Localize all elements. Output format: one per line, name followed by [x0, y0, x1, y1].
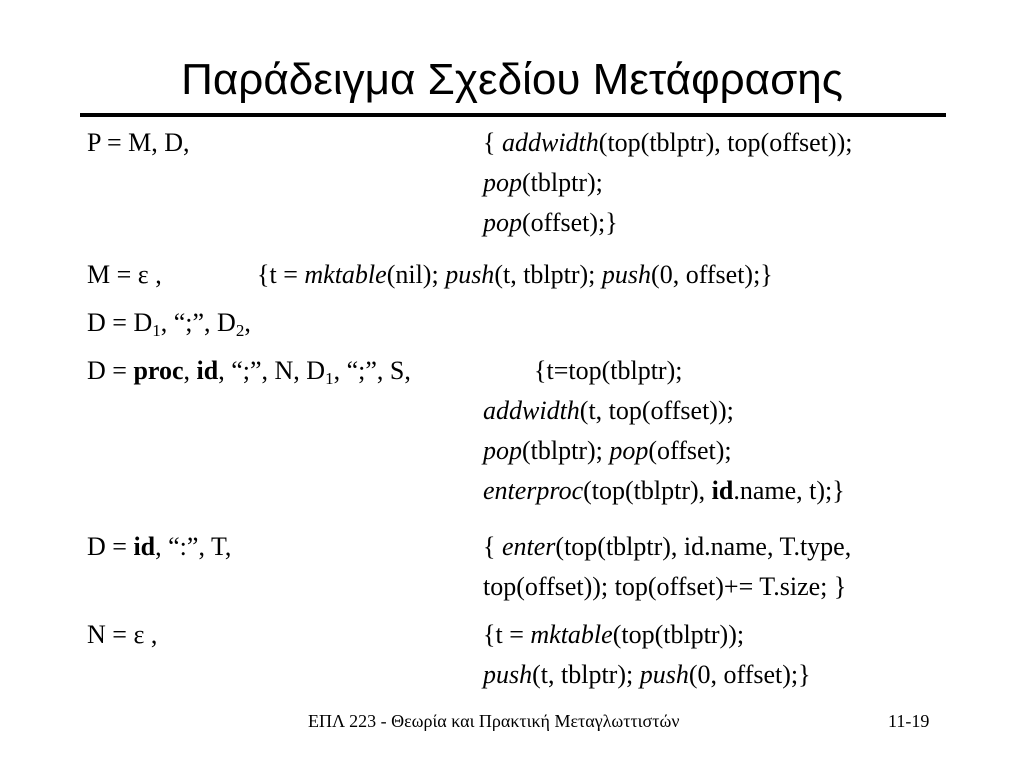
translation-rule-2 [87, 304, 987, 342]
action-function: pop [483, 436, 522, 465]
rule-inline-action: {t=top(tblptr); [534, 356, 683, 385]
rule-lhs [87, 352, 411, 390]
lhs-keyword: id [196, 356, 219, 385]
lhs-text: , “;”, S, [333, 356, 411, 385]
action-text: (tblptr); [522, 436, 610, 465]
action-line [483, 472, 845, 510]
rule-inline-action [257, 256, 773, 294]
action-text: (t, top(offset)); [579, 396, 734, 425]
action-text: { [483, 532, 502, 561]
title-underline [80, 113, 946, 117]
lhs-text: , “;”, D [160, 308, 236, 337]
footer-slide-number: 11-19 [888, 711, 930, 731]
action-keyword: id [711, 476, 734, 505]
action-function: addwidth [501, 128, 599, 157]
action-function: push [483, 660, 533, 689]
action-function: pop [483, 208, 522, 237]
action-text: (t, tblptr); [494, 260, 602, 289]
action-text: (top(tblptr), top(offset)); [598, 128, 853, 157]
action-text: .name, t);} [733, 476, 845, 505]
action-function: mktable [304, 260, 387, 289]
lhs-text: , [244, 308, 251, 337]
action-function: addwidth [483, 396, 580, 425]
action-function: enter [501, 532, 556, 561]
action-text: (0, offset);} [651, 260, 773, 289]
lhs-text: D = [87, 356, 134, 385]
action-line [483, 568, 846, 606]
action-text: (top(tblptr), [583, 476, 712, 505]
action-text: (nil); [386, 260, 446, 289]
translation-rule-0 [87, 124, 987, 237]
lhs-subscript: 1 [152, 321, 161, 340]
action-text: { [483, 128, 502, 157]
action-text: (offset);} [522, 208, 618, 237]
action-text: (0, offset);} [688, 660, 811, 689]
footer-course: ΕΠΛ 223 - Θεωρία και Πρακτική Μεταγλωττιστών [308, 711, 680, 731]
action-function: push [639, 660, 689, 689]
action-text: (top(tblptr)); [612, 620, 745, 649]
rule-lhs: P = M, D, [87, 128, 190, 157]
action-function: push [601, 260, 652, 289]
lhs-text: D = D [87, 308, 153, 337]
lhs-keyword: id [133, 532, 156, 561]
rule-lhs [87, 304, 251, 342]
lhs-text: , [183, 356, 197, 385]
action-text: (tblptr); [522, 168, 603, 197]
translation-rule-5 [87, 616, 987, 689]
translation-rule-4 [87, 528, 987, 601]
action-text: (offset); [648, 436, 732, 465]
action-text: {t = [483, 620, 531, 649]
action-line [483, 432, 732, 470]
rule-lhs: N = ε , [87, 620, 158, 649]
action-text: {t = [257, 260, 305, 289]
action-text: top(offset)); top(offset)+= T.size; } [483, 572, 847, 601]
translation-rule-3 [87, 352, 987, 505]
lhs-text: , “:”, T, [155, 532, 232, 561]
action-line [483, 616, 744, 654]
action-text: (top(tblptr), id.name, T.type, [555, 532, 852, 561]
lhs-subscript: 2 [235, 321, 245, 340]
action-line [483, 164, 603, 202]
action-line [483, 392, 734, 430]
rule-lhs: M = ε , [87, 260, 162, 289]
rule-lhs [87, 528, 231, 566]
action-function: enterproc [483, 476, 584, 505]
action-line [483, 528, 851, 566]
action-function: mktable [530, 620, 613, 649]
translation-rule-1 [87, 256, 987, 294]
lhs-text: D = [87, 532, 134, 561]
action-function: pop [483, 168, 522, 197]
action-line [483, 124, 852, 162]
lhs-subscript: 1 [325, 369, 334, 388]
action-line [483, 656, 811, 694]
action-text: (t, tblptr); [532, 660, 640, 689]
lhs-text: , “;”, N, D [218, 356, 326, 385]
action-function: pop [609, 436, 649, 465]
action-line [483, 204, 618, 242]
slide-title: Παράδειγμα Σχεδίου Μετάφρασης [181, 55, 843, 104]
action-function: push [445, 260, 495, 289]
lhs-keyword: proc [133, 356, 184, 385]
